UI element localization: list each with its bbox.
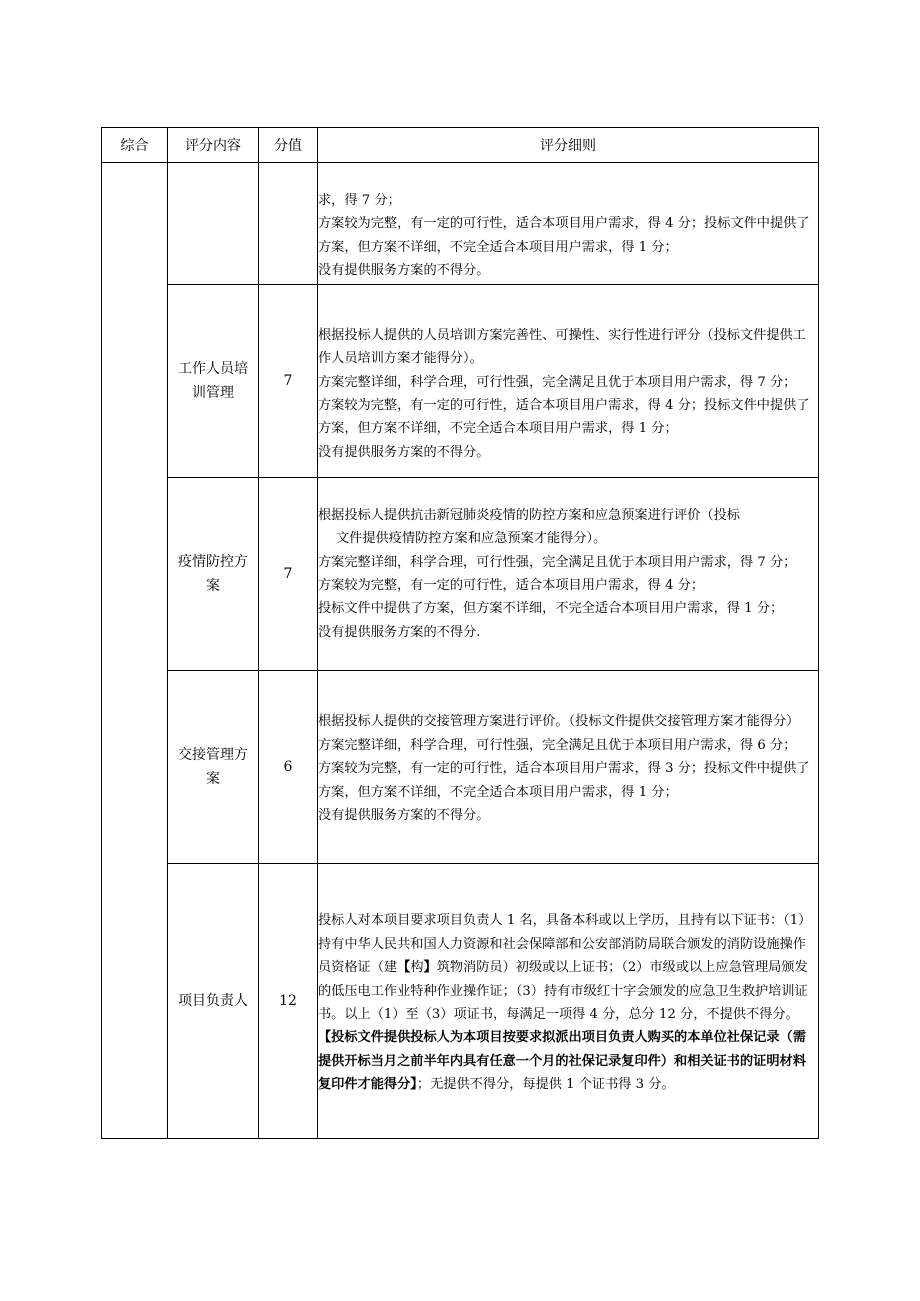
detail-line: 根据投标人提供的人员培训方案完善性、可操性、实行性进行评分（投标文件提供工作人员培训方案才能得分）。 — [318, 327, 806, 367]
detail-line: 文件提供疫情防控方案和应急预案才能得分）。 — [336, 531, 607, 547]
score-cell: 7 — [259, 478, 318, 671]
bracket-open: 【 — [397, 960, 411, 976]
detail-cell — [318, 163, 819, 285]
detail-text: 投标人对本项目要求项目负责人 1 名，具备本科或以上学历，且持有以下证书：（1）持有中华人民共和国人力资源和社会保障部和公安部消防局联合颁发的消防设施操作员资格证（建 — [318, 913, 812, 976]
detail-line: 方案完整详细，科学合理，可行性强，完全满足且优于本项目用户需求，得 7 分； — [318, 374, 797, 390]
table-row — [102, 671, 819, 864]
detail-text: 筑物消防员）初级或以上证书；（2）市级或以上应急管理局颁发的低压电工作业特种作业操作证；（3）持有市级红十字会颁发的应急卫生救护培训证书。以上（1）至（3）项证书，每满足一项得 4 分，总分 12 分，不提供不得分。 — [318, 960, 808, 1022]
score-cell: 12 — [259, 864, 318, 1139]
detail-line: 方案完整详细，科学合理，可行性强，完全满足且优于本项目用户需求，得 7 分； — [318, 554, 797, 570]
header-score: 分值 — [259, 128, 318, 163]
detail-line: 根据投标人提供的交接管理方案进行评价。（投标文件提供交接管理方案才能得分） — [318, 714, 800, 730]
header-row — [102, 128, 819, 163]
table-row — [102, 163, 819, 285]
detail-text: 构 — [410, 960, 424, 976]
table-row — [102, 864, 819, 1139]
header-content: 评分内容 — [168, 128, 259, 163]
bracket-close: 】 — [423, 960, 437, 976]
detail-line: 方案完整详细，科学合理，可行性强，完全满足且优于本项目用户需求，得 6 分； — [318, 737, 797, 753]
item-cell: 项目负责人 — [168, 864, 259, 1139]
detail-cell — [318, 478, 819, 671]
table-row — [102, 478, 819, 671]
score-cell: 6 — [259, 671, 318, 864]
detail-line: 没有提供服务方案的不得分. — [318, 624, 481, 640]
detail-line: 没有提供服务方案的不得分。 — [318, 808, 490, 824]
header-details: 评分细则 — [318, 128, 819, 163]
detail-cell — [318, 864, 819, 1139]
item-cell — [168, 163, 259, 285]
score-cell — [259, 163, 318, 285]
detail-text: ；无提供不得分，每提供 1 个证书得 3 分。 — [416, 1077, 675, 1093]
detail-cell — [318, 671, 819, 864]
scoring-table — [101, 127, 819, 1139]
detail-line: 方案较为完整，有一定的可行性，适合本项目用户需求，得 4 分；投标文件中提供了方案，但方案不详细，不完全适合本项目用户需求，得 1 分； — [318, 216, 810, 255]
detail-line: 方案较为完整，有一定的可行性，适合本项目用户需求，得 3 分；投标文件中提供了方案，但方案不详细，不完全适合本项目用户需求，得 1 分； — [318, 761, 810, 800]
detail-line: 根据投标人提供抗击新冠肺炎疫情的防控方案和应急预案进行评价（投标 — [318, 507, 740, 523]
detail-line: 方案较为完整，有一定的可行性，适合本项目用户需求，得 4 分；投标文件中提供了方案，但方案不详细，不完全适合本项目用户需求，得 1 分； — [318, 398, 810, 437]
detail-cell — [318, 285, 819, 478]
detail-text-bold: 【投标文件提供投标人为本项目按要求拟派出项目负责人购买的本单位社保记录（需提供开标当月之前半年内具有任意一个月的社保记录复印件）和相关证书的证明材料复印件才能得分】 — [318, 1030, 806, 1093]
table-row — [102, 285, 819, 478]
header-category: 综合 — [102, 128, 168, 163]
detail-line: 没有提供服务方案的不得分。 — [318, 444, 490, 460]
score-cell: 7 — [259, 285, 318, 478]
item-cell: 工作人员培训管理 — [168, 285, 259, 478]
category-cell — [102, 163, 168, 1139]
item-cell: 交接管理方案 — [168, 671, 259, 864]
detail-line: 没有提供服务方案的不得分。 — [318, 262, 490, 278]
detail-line: 投标文件中提供了方案，但方案不详细，不完全适合本项目用户需求，得 1 分； — [318, 601, 784, 617]
detail-line: 求，得 7 分； — [318, 192, 401, 208]
item-cell: 疫情防控方案 — [168, 478, 259, 671]
detail-line: 方案较为完整，有一定的可行性，适合本项目用户需求，得 4 分； — [318, 578, 705, 593]
detail-paragraph — [318, 909, 818, 1096]
